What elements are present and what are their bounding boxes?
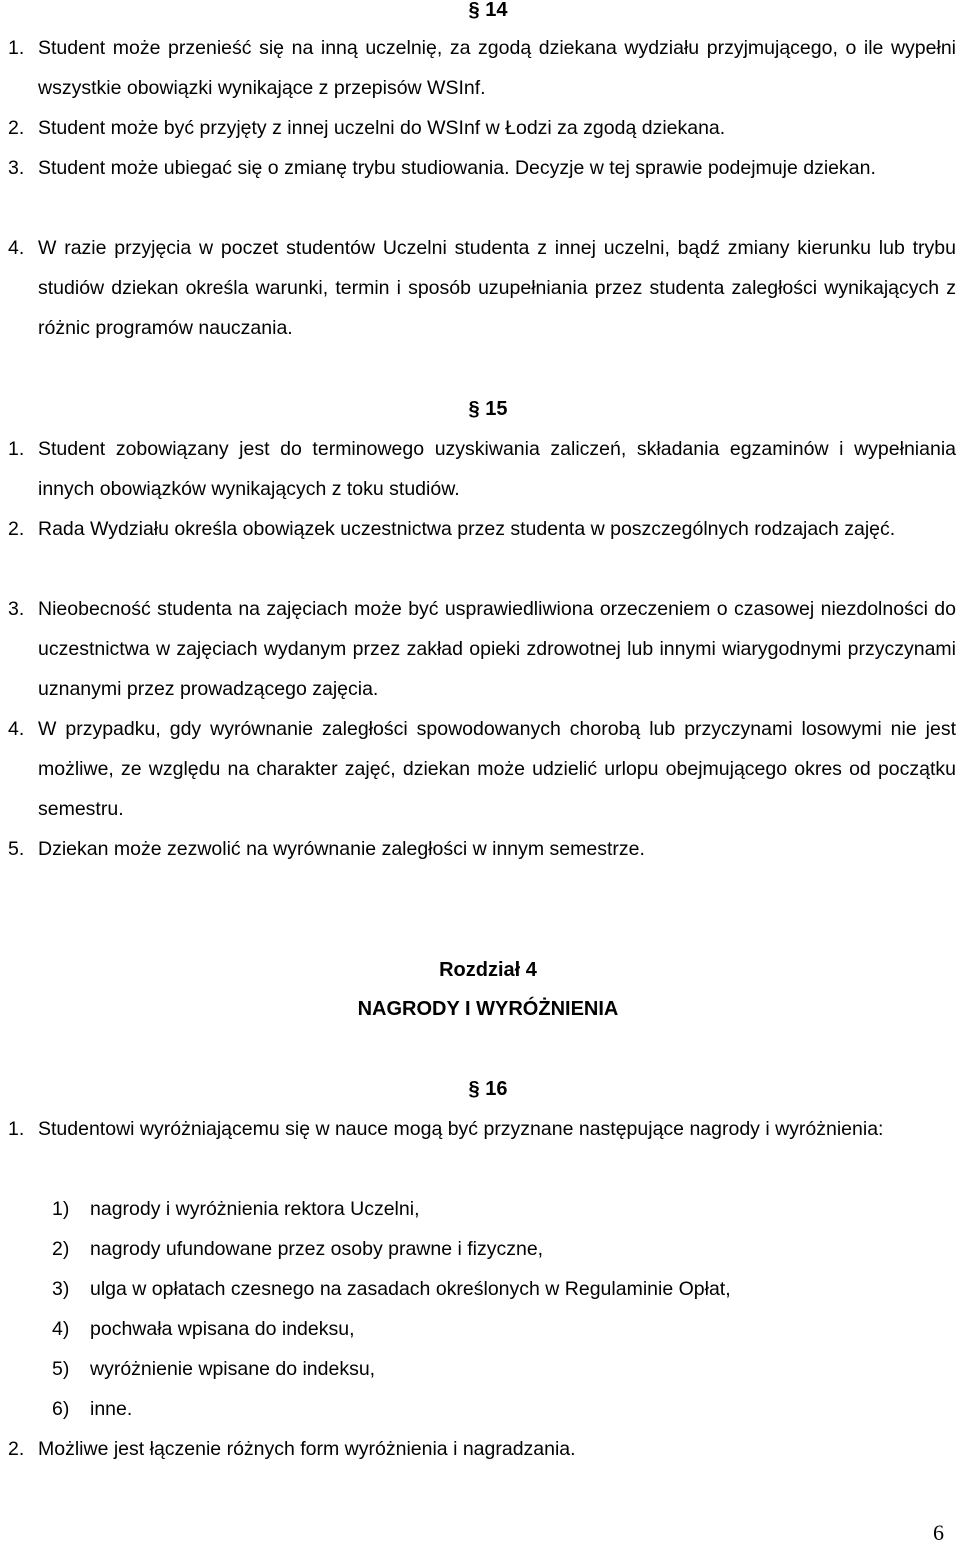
sub-list-item: [52, 1309, 355, 1349]
item-number: 1.: [8, 1118, 25, 1140]
item-number: 4.: [8, 718, 25, 740]
list-item: [8, 829, 956, 869]
sub-item-text: inne.: [90, 1398, 133, 1420]
list-item: [8, 429, 956, 509]
item-number: 2.: [8, 117, 25, 139]
list-item: [8, 148, 956, 188]
sub-item-number: 5): [52, 1358, 70, 1380]
item-number: 3.: [8, 598, 25, 620]
list-item: [8, 108, 956, 148]
sub-item-number: 2): [52, 1238, 70, 1260]
list-item: [8, 509, 956, 549]
list-item: [8, 709, 956, 829]
item-text: Student może przenieść się na inną uczelnię, za zgodą dziekana wydziału przyjmującego, o ile wypełni wszystkie obowiązki wynikające z przepisów WSInf.: [38, 37, 956, 99]
item-text: W razie przyjęcia w poczet studentów Uczelni studenta z innej uczelni, bądź zmiany kierunku lub trybu studiów dziekan określa warunki, termin i sposób uzupełniania przez studenta zaległości wynikających z różnic programów nauczania.: [38, 237, 956, 339]
sub-list-item: [52, 1269, 731, 1309]
item-text: Student może być przyjęty z innej uczelni do WSInf w Łodzi za zgodą dziekana.: [38, 117, 726, 139]
section-heading-14: § 14: [468, 0, 508, 21]
section-heading-16: § 16: [468, 1078, 508, 1100]
item-text: Nieobecność studenta na zajęciach może być usprawiedliwiona orzeczeniem o czasowej niezdolności do uczestnictwa w zajęciach wydanym przez zakład opieki zdrowotnej lub innymi wiarygodnymi przyczynami uznanymi przez prowadzącego zajęcia.: [38, 598, 956, 700]
item-number: 4.: [8, 237, 25, 259]
sub-list-item: [52, 1389, 132, 1429]
sub-item-text: nagrody ufundowane przez osoby prawne i fizyczne,: [90, 1238, 544, 1260]
list-item: [8, 1109, 956, 1149]
item-number: 2.: [8, 518, 25, 540]
item-text: Dziekan może zezwolić na wyrównanie zaległości w innym semestrze.: [38, 838, 645, 860]
item-text: Student zobowiązany jest do terminowego uzyskiwania zaliczeń, składania egzaminów i wypełniania innych obowiązków wynikających z toku studiów.: [38, 438, 956, 500]
sub-item-number: 3): [52, 1278, 70, 1300]
sub-list-item: [52, 1349, 375, 1389]
sub-item-text: wyróżnienie wpisane do indeksu,: [90, 1358, 376, 1380]
item-text: Student może ubiegać się o zmianę trybu studiowania. Decyzje w tej sprawie podejmuje dziekan.: [38, 157, 876, 179]
list-item: [8, 1429, 956, 1469]
chapter-number: Rozdział 4: [439, 959, 537, 981]
sub-item-number: 1): [52, 1198, 70, 1220]
item-number: 3.: [8, 157, 25, 179]
sub-list-item: [52, 1189, 419, 1229]
chapter-title: NAGRODY I WYRÓŻNIENIA: [357, 998, 619, 1020]
item-number: 1.: [8, 37, 25, 59]
item-text: Studentowi wyróżniającemu się w nauce mogą być przyznane następujące nagrody i wyróżnienia:: [38, 1118, 884, 1140]
sub-item-text: pochwała wpisana do indeksu,: [90, 1318, 355, 1340]
item-text: Rada Wydziału określa obowiązek uczestnictwa przez studenta w poszczególnych rodzajach zajęć.: [38, 518, 896, 540]
list-item: [8, 28, 956, 108]
item-text: Możliwe jest łączenie różnych form wyróżnienia i nagradzania.: [38, 1438, 576, 1460]
item-text: W przypadku, gdy wyrównanie zaległości spowodowanych chorobą lub przyczynami losowymi nie jest możliwe, ze względu na charakter zajęć, dziekan może udzielić urlopu obejmującego okres od początku semestru.: [38, 718, 956, 820]
sub-list-item: [52, 1229, 543, 1269]
item-number: 2.: [8, 1438, 25, 1460]
sub-item-text: nagrody i wyróżnienia rektora Uczelni,: [90, 1198, 420, 1220]
list-item: [8, 589, 956, 709]
list-item: [8, 228, 956, 348]
sub-item-text: ulga w opłatach czesnego na zasadach określonych w Regulaminie Opłat,: [90, 1278, 731, 1300]
item-number: 1.: [8, 438, 25, 460]
page-number: 6: [933, 1520, 944, 1545]
item-number: 5.: [8, 838, 25, 860]
sub-item-number: 4): [52, 1318, 70, 1340]
sub-item-number: 6): [52, 1398, 70, 1420]
section-heading-15: § 15: [468, 398, 508, 420]
